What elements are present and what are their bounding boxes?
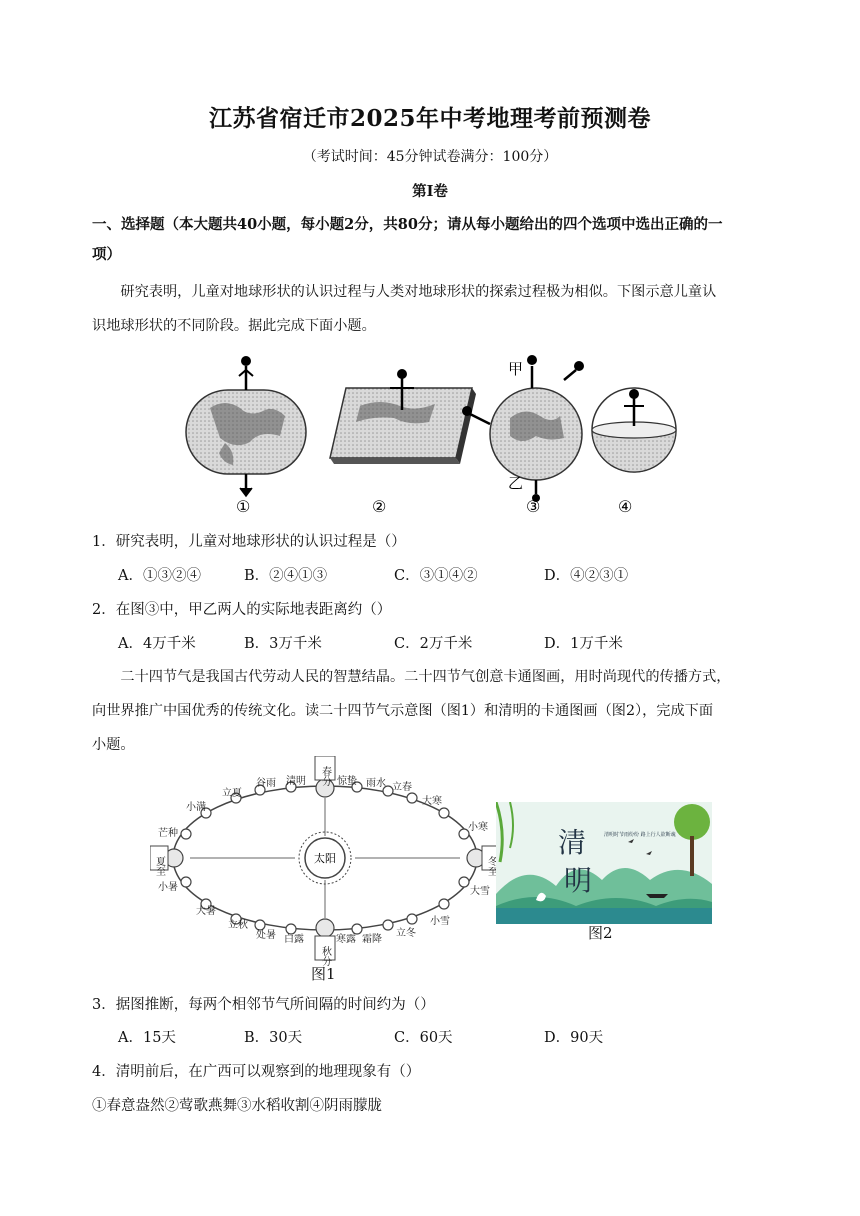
term-yushui: 雨水	[366, 778, 386, 789]
q2-option-d[interactable]: D．1万千米	[544, 636, 623, 652]
q1-option-d[interactable]: D．④②③①	[544, 568, 629, 584]
term-bailu: 白露	[284, 934, 304, 945]
q3-option-b[interactable]: B．30天	[244, 1030, 303, 1046]
term-xiazhi: 夏至	[153, 856, 165, 876]
jia-label: 甲	[508, 362, 524, 378]
term-xiaoman: 小满	[186, 802, 206, 813]
passage-2-line2: 向世界推广中国优秀的传统文化。读二十四节气示意图（图1）和清明的卡通图画（图2），完成下面	[92, 703, 714, 719]
q2-option-c[interactable]: C．2万千米	[394, 636, 473, 652]
question-1-stem: 1．研究表明，儿童对地球形状的认识过程是（）	[92, 534, 406, 550]
term-xiaoxue: 小雪	[430, 916, 450, 927]
term-chushu: 处暑	[256, 930, 276, 941]
q1-option-c[interactable]: C．③①④②	[394, 568, 478, 584]
question-3-stem: 3．据图推断，每两个相邻节气所间隔的时间约为（）	[92, 997, 435, 1013]
card-title-ming: 明	[564, 864, 593, 897]
term-dashu: 大暑	[196, 906, 216, 917]
instructions	[92, 210, 782, 270]
term-shuangjiang: 霜降	[362, 934, 382, 945]
figure-label-4: ④	[618, 497, 633, 516]
q1-option-a[interactable]: A．①③②④	[118, 568, 201, 584]
q2-option-a[interactable]: A．4万千米	[118, 636, 196, 652]
term-dongzhi: 冬至	[485, 856, 497, 876]
earth-slab-drawing	[330, 369, 476, 464]
figure-1-caption: 图1	[311, 965, 336, 983]
passage-2	[92, 660, 792, 762]
exam-title: 江苏省宿迁市2025年中考地理考前预测卷	[208, 105, 651, 132]
solar-terms-diagram	[150, 756, 500, 984]
passage-1	[92, 275, 782, 343]
yi-label: 乙	[508, 476, 524, 492]
figure-label-1: ①	[236, 497, 251, 516]
term-hanlu: 寒露	[336, 934, 356, 945]
exam-subtitle: （考试时间：45分钟试卷满分：100分）	[302, 149, 558, 165]
figure-label-2: ②	[372, 497, 387, 516]
term-qingming: 清明	[286, 776, 306, 787]
card-title-qing: 清	[558, 826, 587, 859]
question-4-stem: 4．清明前后，在广西可以观察到的地理现象有（）	[92, 1064, 421, 1080]
term-lixia: 立夏	[222, 788, 242, 799]
term-mangzhong: 芒种	[158, 828, 178, 839]
q1-option-b[interactable]: B．②④①③	[244, 568, 328, 584]
q3-option-a[interactable]: A．15天	[118, 1030, 176, 1046]
passage-2-line1: 二十四节气是我国古代劳动人民的智慧结晶。二十四节气创意卡通图画，用时尚现代的传播方式，	[120, 669, 731, 685]
card-small-text: 清明时节雨纷纷 路上行人欲断魂	[604, 832, 676, 838]
term-dahan: 大寒	[422, 796, 442, 807]
term-xiaoshu: 小暑	[158, 882, 178, 893]
term-lidong: 立冬	[396, 928, 416, 939]
term-guyu: 谷雨	[256, 778, 276, 789]
figure-2-caption: 图2	[588, 924, 613, 942]
sun-label: 太阳	[314, 852, 336, 865]
term-xiaohan: 小寒	[468, 822, 488, 833]
passage-2-line3: 小题。	[92, 737, 135, 753]
passage-1-line2: 识地球形状的不同阶段。据此完成下面小题。	[92, 318, 376, 334]
figure-label-3: ③	[526, 497, 541, 516]
passage-1-line1: 研究表明，儿童对地球形状的认识过程与人类对地球形状的探索过程极为相似。下图示意儿童认	[120, 284, 717, 300]
term-chunfen: 春分	[319, 766, 331, 786]
earth-globe-drawing	[462, 355, 584, 502]
instructions-line2: 项）	[92, 246, 121, 263]
instructions-line1: 一、选择题（本大题共40小题，每小题2分，共80分；请从每小题给出的四个选项中选出正确的一	[92, 216, 723, 233]
earth-shape-figure	[180, 348, 680, 520]
term-qiufen: 秋分	[319, 946, 331, 966]
term-daxue: 大雪	[470, 886, 490, 897]
question-4-choices: ①春意盎然②莺歌燕舞③水稻收割④阴雨朦胧	[92, 1098, 382, 1114]
earth-disc-drawing	[186, 356, 306, 496]
q3-option-d[interactable]: D．90天	[544, 1030, 604, 1046]
section-heading: 第Ⅰ卷	[412, 183, 448, 200]
qingming-card-illustration	[496, 802, 712, 924]
q2-option-b[interactable]: B．3万千米	[244, 636, 322, 652]
term-liqiu: 立秋	[228, 920, 248, 931]
earth-bowl-drawing	[592, 388, 676, 472]
question-2-stem: 2．在图③中，甲乙两人的实际地表距离约（）	[92, 602, 392, 618]
term-jingzhe: 惊蛰	[337, 776, 357, 787]
q3-option-c[interactable]: C．60天	[394, 1030, 453, 1046]
term-lichun: 立春	[392, 782, 412, 793]
